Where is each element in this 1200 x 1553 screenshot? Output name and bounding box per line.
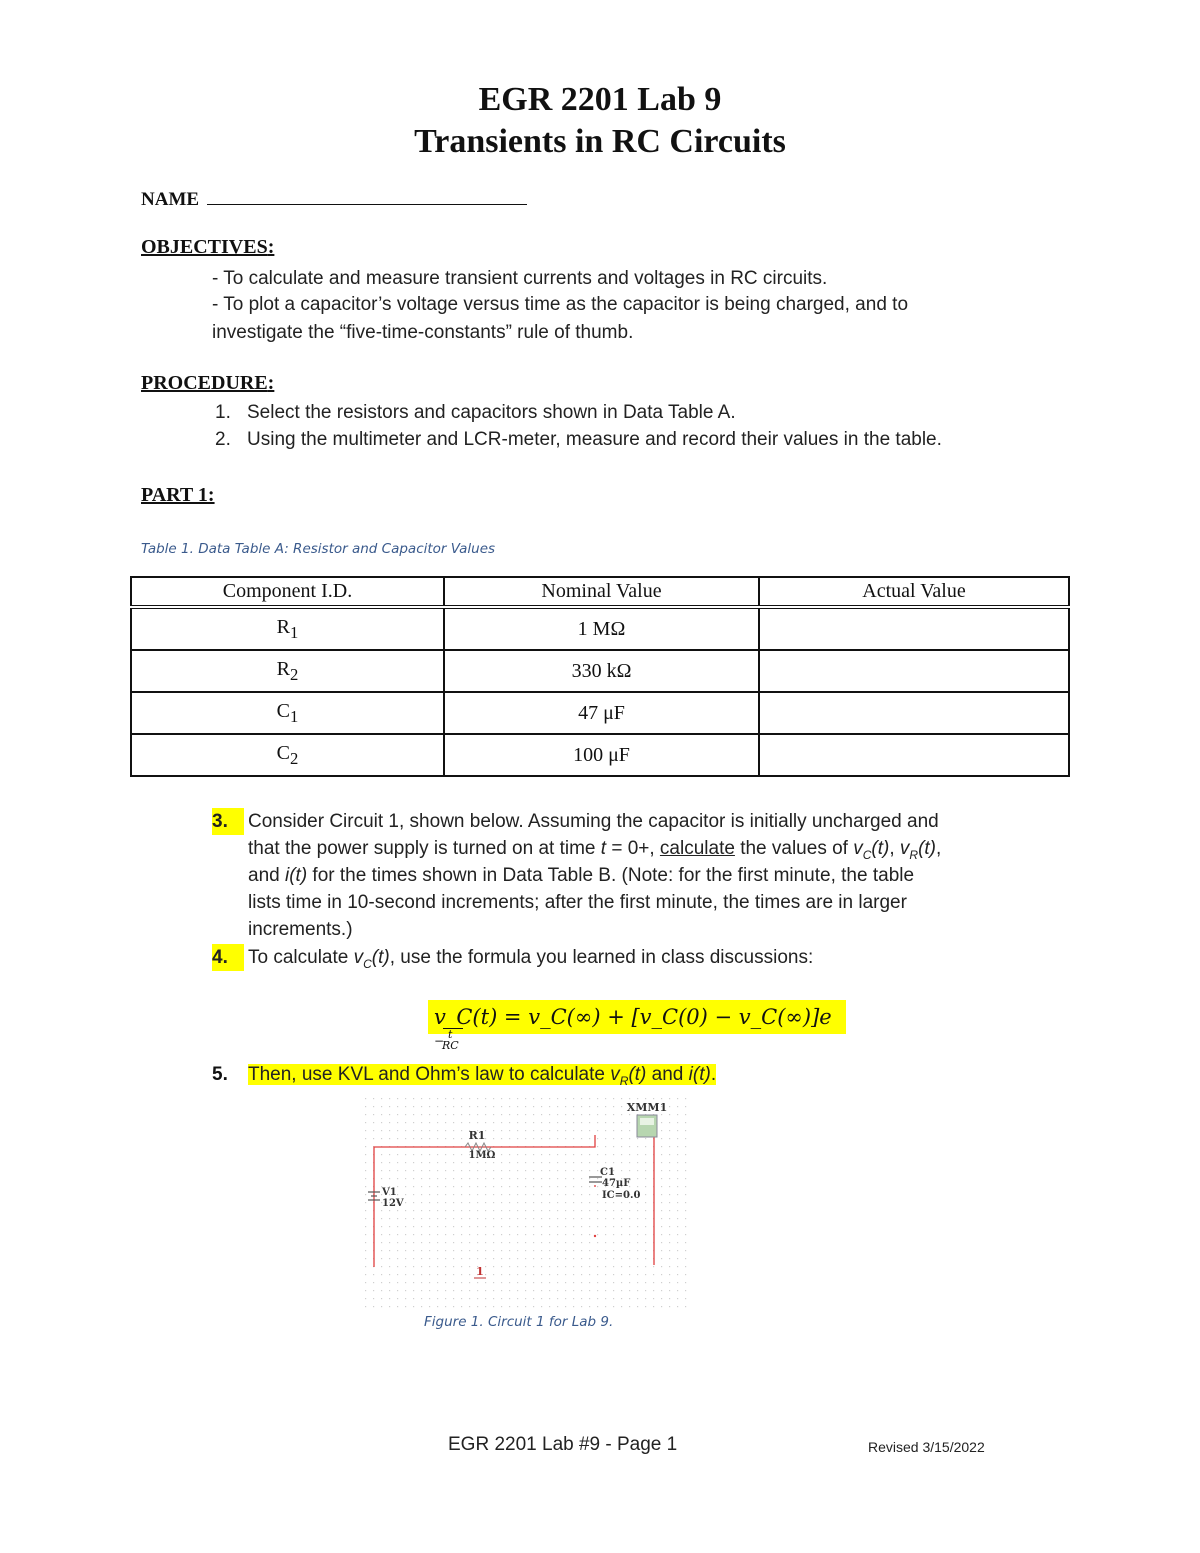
cell-component-id: $R_2$ [131, 650, 444, 692]
figure-caption: Figure 1. Circuit 1 for Lab 9. [424, 1314, 614, 1330]
objectives-heading: OBJECTIVES: [141, 236, 275, 258]
objective-item-2-cont: investigate the “five-time-constants” rule of thumb. [212, 322, 634, 343]
cell-nominal-value: 1 MΩ [444, 607, 759, 650]
revision-date: Revised 3/15/2022 [868, 1439, 985, 1455]
step-4: 4. To calculate $v_C(t)$, use the formula you learned in class discussions: [212, 944, 1112, 972]
c1-value: 47µF [602, 1178, 631, 1189]
c1-ic: IC=0.0 [602, 1190, 641, 1201]
objective-item-2: - To plot a capacitor’s voltage versus time as the capacitor is being charged, and to [212, 294, 909, 315]
xmm1-label: XMM1 [626, 1101, 668, 1114]
col-header-actual: Actual Value [759, 577, 1069, 607]
table-caption: Table 1. Data Table A: Resistor and Capacitor Values [141, 541, 496, 557]
cell-nominal-value: 100 μF [444, 734, 759, 776]
procedure-item-1: 1. Select the resistors and capacitors shown in Data Table A. [215, 402, 736, 423]
cell-component-id: $C_1$ [131, 692, 444, 734]
capacitor-voltage-formula: v_C(t) = v_C(∞) + [v_C(0) − v_C(∞)]e − t RC [428, 1000, 846, 1034]
cell-nominal-value: 330 kΩ [444, 650, 759, 692]
step-3-number: 3. [212, 808, 244, 835]
table-header-row [131, 577, 1069, 607]
table-row [131, 607, 1069, 650]
multimeter-display [640, 1118, 654, 1125]
v1-label: V1 [382, 1187, 397, 1198]
cell-actual-value[interactable] [759, 692, 1069, 734]
cell-component-id: $R_1$ [131, 607, 444, 650]
procedure-item-2: 2. Using the multimeter and LCR-meter, measure and record their values in the table. [215, 429, 942, 450]
name-blank-line[interactable] [207, 186, 527, 205]
v1-value: 12V [382, 1198, 404, 1209]
col-header-nominal: Nominal Value [444, 577, 759, 607]
r1-label: R1 [468, 1129, 486, 1142]
cell-actual-value[interactable] [759, 607, 1069, 650]
name-label: NAME [141, 189, 200, 210]
step-4-number: 4. [212, 944, 244, 971]
page-footer: EGR 2201 Lab #9 - Page 1 [448, 1434, 678, 1455]
step-3: 3. Consider Circuit 1, shown below. Assuming the capacitor is initially uncharged and that the power supply is turned on at time t = 0+, calculate the values of $v_C(t)$, $v_R(t)$, and i(t) for the times shown in Data Table B. (Note: for the first minute, the table lists time in 10-second increments; after the first minute, the times are in larger increments.) [212, 808, 1112, 948]
page-subtitle: Transients in RC Circuits [414, 123, 786, 160]
part1-heading: PART 1: [141, 484, 215, 506]
c1-label: C1 [600, 1167, 615, 1178]
cell-actual-value[interactable] [759, 650, 1069, 692]
page-title: EGR 2201 Lab 9 [478, 81, 722, 118]
circuit-1-schematic [362, 1095, 692, 1313]
cell-component-id: $C_2$ [131, 734, 444, 776]
r1-value: 1MΩ [468, 1150, 496, 1161]
col-header-component: Component I.D. [131, 577, 444, 607]
step-5-number: 5. [212, 1064, 228, 1085]
cell-actual-value[interactable] [759, 734, 1069, 776]
table-row [131, 734, 1069, 776]
procedure-heading: PROCEDURE: [141, 372, 275, 394]
cell-nominal-value: 47 μF [444, 692, 759, 734]
wire-node [594, 1235, 596, 1237]
name-field [141, 186, 527, 211]
data-table-a [130, 576, 1070, 777]
objective-item-1: - To calculate and measure transient currents and voltages in RC circuits. [212, 268, 828, 289]
table-row [131, 692, 1069, 734]
ground-node-label: 1 [476, 1265, 484, 1278]
table-row [131, 650, 1069, 692]
step-5: 5. Then, use KVL and Ohm’s law to calculate $v_R(t)$ and i(t). [212, 1061, 1112, 1089]
